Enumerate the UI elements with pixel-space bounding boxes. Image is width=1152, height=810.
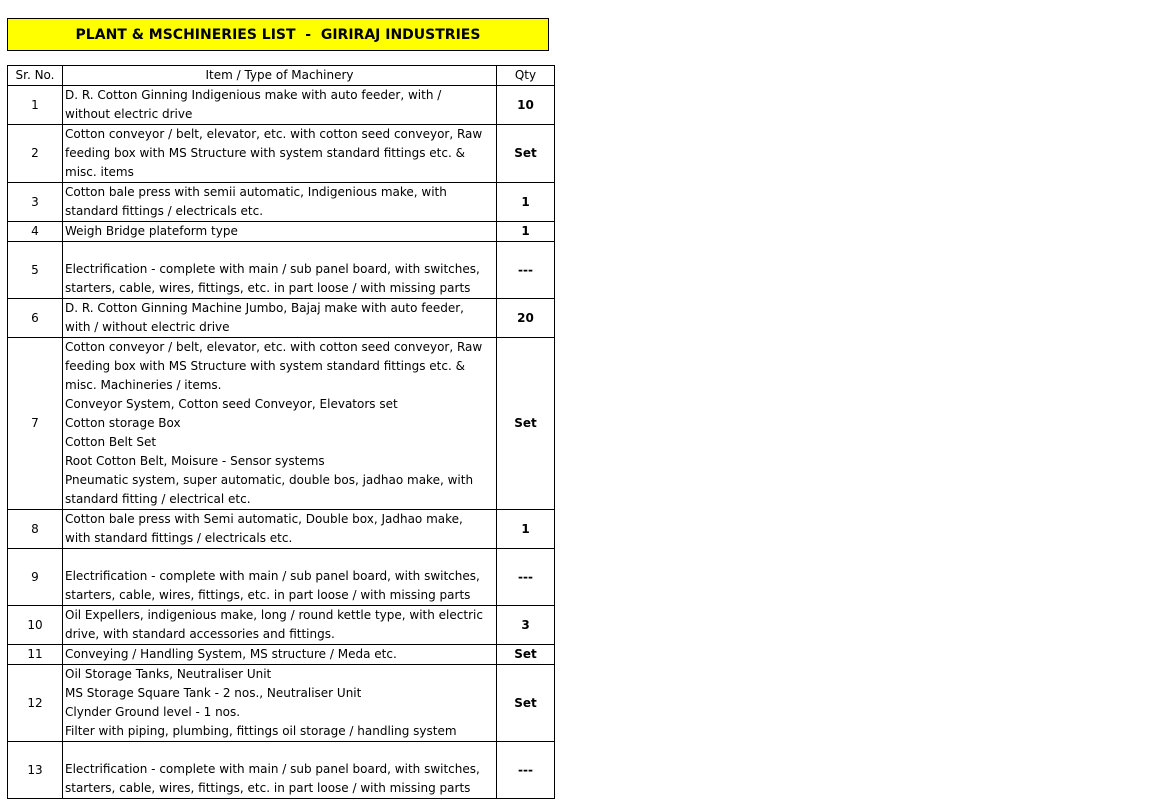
item-line: misc. Machineries / items.: [65, 378, 222, 392]
row-item-description: [63, 742, 497, 799]
row-sr-no: 2: [8, 125, 63, 183]
item-line: Cotton bale press with Semi automatic, Double box, Jadhao make,: [65, 512, 463, 526]
item-line: standard fitting / electrical etc.: [65, 492, 251, 506]
item-line: Conveying / Handling System, MS structure / Meda etc.: [65, 647, 397, 661]
header-item-type: Item / Type of Machinery: [63, 66, 497, 86]
item-line: drive, with standard accessories and fittings.: [65, 627, 335, 641]
table-row: [8, 645, 555, 665]
row-sr-no: 11: [8, 645, 63, 665]
table-row: [8, 86, 555, 125]
row-sr-no: 3: [8, 183, 63, 222]
item-line: standard fittings / electricals etc.: [65, 204, 264, 218]
item-line: Cotton conveyor / belt, elevator, etc. with cotton seed conveyor, Raw: [65, 340, 483, 354]
table-row: [8, 665, 555, 742]
item-line: Cotton bale press with semii automatic, Indigenious make, with: [65, 185, 447, 199]
row-qty: ---: [497, 242, 555, 299]
row-item-description: [63, 222, 497, 242]
machinery-table: [7, 65, 555, 799]
table-row: [8, 125, 555, 183]
table-header-row: [8, 66, 555, 86]
header-sr-no: Sr. No.: [8, 66, 63, 86]
row-sr-no: 5: [8, 242, 63, 299]
row-item-description: [63, 338, 497, 510]
item-line: with / without electric drive: [65, 320, 230, 334]
row-item-description: [63, 299, 497, 338]
row-sr-no: 12: [8, 665, 63, 742]
row-sr-no: 1: [8, 86, 63, 125]
item-line: Oil Expellers, indigenious make, long / round kettle type, with electric: [65, 608, 483, 622]
row-qty: Set: [497, 665, 555, 742]
row-item-description: [63, 510, 497, 549]
item-line: starters, cable, wires, fittings, etc. in part loose / with missing parts: [65, 781, 471, 795]
item-line: feeding box with MS Structure with system standard fittings etc. &: [65, 146, 465, 160]
item-line: Oil Storage Tanks, Neutraliser Unit: [65, 667, 272, 681]
item-line: Clynder Ground level - 1 nos.: [65, 705, 241, 719]
row-sr-no: 8: [8, 510, 63, 549]
table-row: [8, 549, 555, 606]
row-sr-no: 7: [8, 338, 63, 510]
item-line: Cotton conveyor / belt, elevator, etc. with cotton seed conveyor, Raw: [65, 127, 483, 141]
row-qty: 1: [497, 222, 555, 242]
table-row: [8, 510, 555, 549]
item-line: D. R. Cotton Ginning Machine Jumbo, Bajaj make with auto feeder,: [65, 301, 464, 315]
row-item-description: [63, 86, 497, 125]
item-line: without electric drive: [65, 107, 193, 121]
row-item-description: [63, 645, 497, 665]
row-item-description: [63, 606, 497, 645]
item-line: Electrification - complete with main / sub panel board, with switches,: [65, 262, 480, 276]
row-sr-no: 6: [8, 299, 63, 338]
item-line: Pneumatic system, super automatic, double bos, jadhao make, with: [65, 473, 474, 487]
item-line: Root Cotton Belt, Moisure - Sensor systems: [65, 454, 325, 468]
row-item-description: [63, 125, 497, 183]
row-item-description: [63, 665, 497, 742]
item-line: MS Storage Square Tank - 2 nos., Neutraliser Unit: [65, 686, 362, 700]
item-line: D. R. Cotton Ginning Indigenious make with auto feeder, with /: [65, 88, 442, 102]
table-row: [8, 742, 555, 799]
row-qty: Set: [497, 338, 555, 510]
row-qty: 3: [497, 606, 555, 645]
row-qty: ---: [497, 742, 555, 799]
table-row: [8, 183, 555, 222]
row-qty: ---: [497, 549, 555, 606]
item-line: with standard fittings / electricals etc.: [65, 531, 293, 545]
row-sr-no: 4: [8, 222, 63, 242]
header-qty: Qty: [497, 66, 555, 86]
row-qty: 20: [497, 299, 555, 338]
row-item-description: [63, 242, 497, 299]
table-row: [8, 299, 555, 338]
row-sr-no: 9: [8, 549, 63, 606]
row-item-description: [63, 549, 497, 606]
item-line: feeding box with MS Structure with system standard fittings etc. &: [65, 359, 465, 373]
item-line: Conveyor System, Cotton seed Conveyor, Elevators set: [65, 397, 398, 411]
item-line: Weigh Bridge plateform type: [65, 224, 238, 238]
item-line: starters, cable, wires, fittings, etc. in part loose / with missing parts: [65, 281, 471, 295]
table-row: [8, 242, 555, 299]
row-qty: Set: [497, 645, 555, 665]
row-sr-no: 13: [8, 742, 63, 799]
row-item-description: [63, 183, 497, 222]
row-sr-no: 10: [8, 606, 63, 645]
row-qty: 1: [497, 510, 555, 549]
item-line: Cotton storage Box: [65, 416, 181, 430]
item-line: misc. items: [65, 165, 134, 179]
table-row: [8, 606, 555, 645]
page-title: PLANT & MSCHINERIES LIST - GIRIRAJ INDUSTRIES: [7, 18, 549, 51]
item-line: Electrification - complete with main / sub panel board, with switches,: [65, 569, 480, 583]
table-row: [8, 338, 555, 510]
item-line: starters, cable, wires, fittings, etc. in part loose / with missing parts: [65, 588, 471, 602]
item-line: Filter with piping, plumbing, fittings oil storage / handling system: [65, 724, 457, 738]
row-qty: 1: [497, 183, 555, 222]
item-line: Cotton Belt Set: [65, 435, 157, 449]
row-qty: 10: [497, 86, 555, 125]
table-row: [8, 222, 555, 242]
item-line: Electrification - complete with main / sub panel board, with switches,: [65, 762, 480, 776]
row-qty: Set: [497, 125, 555, 183]
